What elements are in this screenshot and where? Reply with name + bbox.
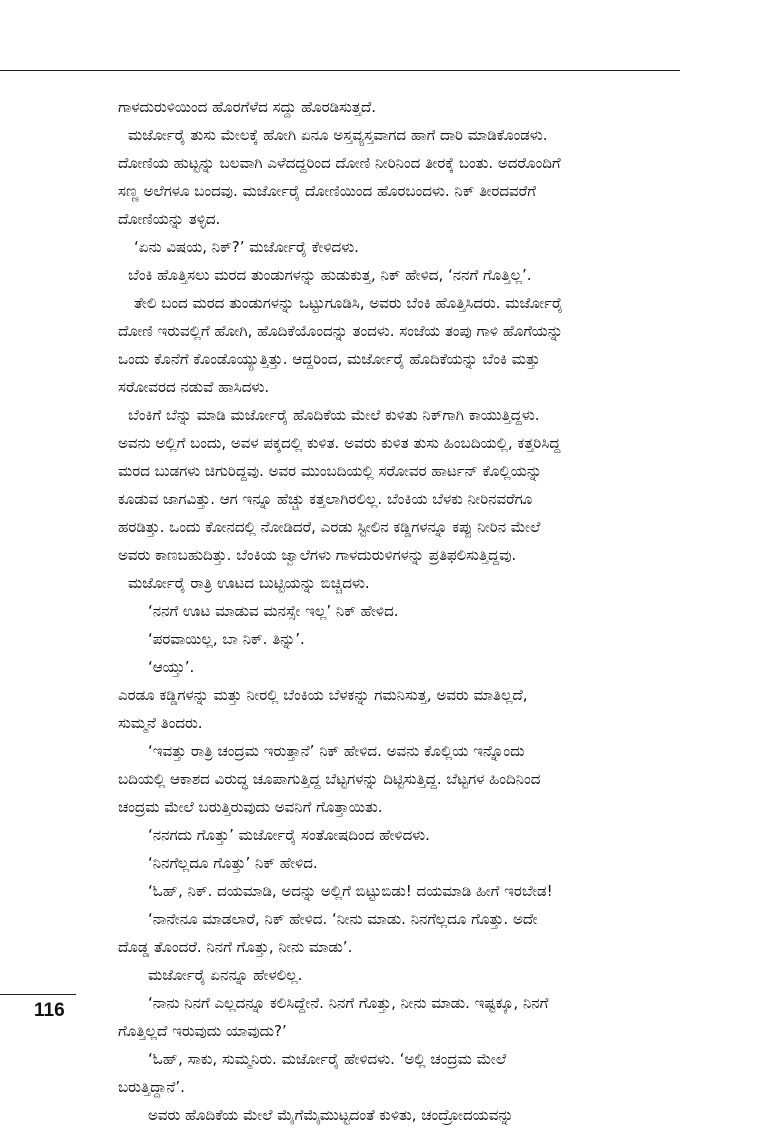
text-line: ಮರ್ಜೋರೈ ರಾತ್ರಿ ಊಟದ ಬುಟ್ಟಿಯನ್ನು ಬಿಚ್ಚಿದಳು. — [128, 574, 370, 592]
text-line: ಅವರು ಹೊದಿಕೆಯ ಮೇಲೆ ಮೈಗೆಮೈಮುಟ್ಟದಂತೆ ಕುಳಿತು, ಚಂದ್ರೋದಯವನ್ನು — [148, 1106, 514, 1124]
text-line: ‘ನಾನು ನಿನಗೆ ಎಲ್ಲದನ್ನೂ ಕಲಿಸಿದ್ದೇನೆ. ನಿನಗೆ ಗೊತ್ತು, ನೀನು ಮಾಡು. ಇಷ್ಟಕ್ಕೂ, ನಿನಗೆ — [148, 994, 549, 1012]
text-line: ‘ಓಹ್, ನಿಕ್. ದಯಮಾಡಿ, ಅದನ್ನು ಅಲ್ಲಿಗೆ ಬಿಟ್ಟುಬಿಡು! ದಯಮಾಡಿ ಹೀಗೆ ಇರಬೇಡ! — [148, 882, 553, 900]
text-line: ಸರೋವರದ ನಡುವೆ ಹಾಸಿದಳು. — [118, 378, 270, 396]
text-line: ‘ಇವತ್ತು ರಾತ್ರಿ ಚಂದ್ರಮ ಇರುತ್ತಾನೆ’ ನಿಕ್ ಹೇಳಿದ. ಅವನು ಕೊಲ್ಲಿಯ ಇನ್ನೊಂದು — [148, 742, 525, 760]
text-line: ‘ಆಯ್ತು’. — [148, 658, 195, 676]
text-line: ಮರ್ಜೋರೈ ಏನನ್ನೂ ಹೇಳಲಿಲ್ಲ. — [148, 966, 303, 984]
text-line: ಹರಡಿತ್ತು. ಒಂದು ಕೋನದಲ್ಲಿ ನೋಡಿದರೆ, ಎರಡು ಸ್ಟೀಲಿನ ಕಡ್ಡಿಗಳನ್ನೂ ಕಪ್ಪು ನೀರಿನ ಮೇಲೆ — [118, 518, 541, 536]
text-line: ಮರದ ಬುಡಗಳು ಚಿಗುರಿದ್ದವು. ಅವರ ಮುಂಬದಿಯಲ್ಲಿ ಸರೋವರ ಹಾರ್ಟನ್ ಕೊಲ್ಲಿಯನ್ನು — [118, 462, 542, 480]
text-line: ಅವನು ಅಲ್ಲಿಗೆ ಬಂದು, ಅವಳ ಪಕ್ಕದಲ್ಲಿ ಕುಳಿತ. ಅವರು ಕುಳಿತ ತುಸು ಹಿಂಬದಿಯಲ್ಲಿ, ಕತ್ತರಿಸಿದ್ದ — [118, 434, 561, 452]
text-line: ದೋಣಿಯನ್ನು ತಳ್ಳಿದ. — [118, 210, 221, 228]
text-line: ಎರಡೂ ಕಡ್ಡಿಗಳನ್ನು ಮತ್ತು ನೀರಲ್ಲಿ ಬೆಂಕಿಯ ಬೆಳಕನ್ನು ಗಮನಿಸುತ್ತ, ಅವರು ಮಾತಿಲ್ಲದೆ, — [118, 686, 528, 704]
text-line: ‘ನಿನಗೆಲ್ಲದೂ ಗೊತ್ತು’ ನಿಕ್ ಹೇಳಿದ. — [148, 854, 318, 872]
text-line: ಸುಮ್ಮನೆ ತಿಂದರು. — [118, 714, 203, 732]
text-line: ಬರುತ್ತಿದ್ದಾನೆ’. — [118, 1078, 185, 1096]
top-rule — [0, 70, 680, 71]
text-line: ‘ಏನು ವಿಷಯ, ನಿಕ್?’ ಮರ್ಜೋರೈ ಕೇಳಿದಳು. — [134, 238, 359, 256]
page-number: 116 — [34, 1000, 65, 1021]
text-line: ತೇಲಿ ಬಂದ ಮರದ ತುಂಡುಗಳನ್ನು ಒಟ್ಟುಗೂಡಿಸಿ, ಅವರು ಬೆಂಕಿ ಹೊತ್ತಿಸಿದರು. ಮರ್ಜೋರೈ — [134, 294, 563, 312]
body-text — [118, 93, 678, 1129]
text-line: ‘ನನಗದು ಗೊತ್ತು’ ಮರ್ಜೋರೈ ಸಂತೋಷದಿಂದ ಹೇಳಿದಳು. — [148, 826, 430, 844]
text-line: ಕೂಡುವ ಜಾಗವಿತ್ತು. ಆಗ ಇನ್ನೂ ಹೆಚ್ಚು ಕತ್ತಲಾಗಿರಲಿಲ್ಲ. ಬೆಂಕಿಯ ಬೆಳಕು ನೀರಿನವರೆಗೂ — [118, 490, 533, 508]
text-line: ‘ಓಹ್, ಸಾಕು, ಸುಮ್ಮನಿರು. ಮರ್ಜೋರೈ ಹೇಳಿದಳು. ‘ಅಲ್ಲಿ ಚಂದ್ರಮ ಮೇಲೆ — [148, 1050, 507, 1068]
text-line: ಮರ್ಜೋರೈ ತುಸು ಮೇಲಕ್ಕೆ ಹೋಗಿ ಏನೂ ಅಸ್ತವ್ಯಸ್ತವಾಗದ ಹಾಗೆ ದಾರಿ ಮಾಡಿಕೊಂಡಳು. — [128, 126, 548, 144]
text-line: ಚಂದ್ರಮ ಮೇಲೆ ಬರುತ್ತಿರುವುದು ಅವನಿಗೆ ಗೊತ್ತಾಯಿತು. — [118, 798, 383, 816]
text-line: ‘ನಾನೇನೂ ಮಾಡಲಾರೆ, ನಿಕ್ ಹೇಳಿದ. ‘ನೀನು ಮಾಡು. ನಿನಗೆಲ್ಲದೂ ಗೊತ್ತು. ಅದೇ — [148, 910, 538, 928]
text-line: ದೋಣಿ ಇರುವಲ್ಲಿಗೆ ಹೋಗಿ, ಹೊದಿಕೆಯೊಂದನ್ನು ತಂದಳು. ಸಂಜೆಯ ತಂಪು ಗಾಳಿ ಹೊಗೆಯನ್ನು — [118, 322, 563, 340]
text-line: ಗಾಳದುರುಳಿಯಿಂದ ಹೊರಗೆಳೆದ ಸದ್ದು ಹೊರಡಿಸುತ್ತದೆ. — [118, 98, 377, 116]
text-line: ‘ಪರವಾಯಿಲ್ಲ, ಬಾ ನಿಕ್. ತಿನ್ನು’. — [148, 630, 305, 648]
text-line: ಸಣ್ಣ ಅಲೆಗಳೂ ಬಂದವು. ಮರ್ಜೋರೈ ದೋಣಿಯಿಂದ ಹೊರಬಂದಳು. ನಿಕ್ ತೀರದವರೆಗೆ — [118, 182, 536, 200]
text-line: ಬೆಂಕಿಗೆ ಬೆನ್ನು ಮಾಡಿ ಮರ್ಜೋರೈ ಹೊದಿಕೆಯ ಮೇಲೆ ಕುಳಿತು ನಿಕ್‌ಗಾಗಿ ಕಾಯುತ್ತಿದ್ದಳು. — [128, 406, 540, 424]
text-line: ಅವರು ಕಾಣಬಹುದಿತ್ತು. ಬೆಂಕಿಯ ಜ್ವಾಲೆಗಳು ಗಾಳದುರುಳಿಗಳನ್ನು ಪ್ರತಿಫಲಿಸುತ್ತಿದ್ದವು. — [118, 546, 517, 564]
text-line: ಒಂದು ಕೊನೆಗೆ ಕೊಂಡೊಯ್ಯುತ್ತಿತ್ತು. ಆದ್ದರಿಂದ, ಮರ್ಜೋರೈ ಹೊದಿಕೆಯನ್ನು ಬೆಂಕಿ ಮತ್ತು — [118, 350, 541, 368]
text-line: ಬದಿಯಲ್ಲಿ ಆಕಾಶದ ವಿರುದ್ಧ ಚೂಪಾಗುತ್ತಿದ್ದ ಬೆಟ್ಟಗಳನ್ನು ದಿಟ್ಟಿಸುತ್ತಿದ್ದ. ಬೆಟ್ಟಗಳ ಹಿಂದಿನಿಂದ — [118, 770, 541, 788]
text-line: ಬೆಂಕಿ ಹೊತ್ತಿಸಲು ಮರದ ತುಂಡುಗಳನ್ನು ಹುಡುಕುತ್ತ, ನಿಕ್ ಹೇಳಿದ, ‘ನನಗೆ ಗೊತ್ತಿಲ್ಲ’. — [128, 266, 532, 284]
bottom-rule — [0, 994, 76, 995]
text-line: ದೋಣಿಯ ಹುಟ್ಟನ್ನು ಬಲವಾಗಿ ಎಳೆದದ್ದರಿಂದ ದೋಣಿ ನೀರಿನಿಂದ ತೀರಕ್ಕೆ ಬಂತು. ಅದರೊಂದಿಗೆ — [118, 154, 561, 172]
text-line: ಗೊತ್ತಿಲ್ಲದೆ ಇರುವುದು ಯಾವುದು?’ — [118, 1022, 287, 1040]
text-line: ದೊಡ್ಡ ತೊಂದರೆ. ನಿನಗೆ ಗೊತ್ತು, ನೀನು ಮಾಡು’. — [118, 938, 353, 956]
text-line: ‘ನನಗೆ ಊಟ ಮಾಡುವ ಮನಸ್ಸೇ ಇಲ್ಲ’ ನಿಕ್ ಹೇಳಿದ. — [148, 602, 399, 620]
